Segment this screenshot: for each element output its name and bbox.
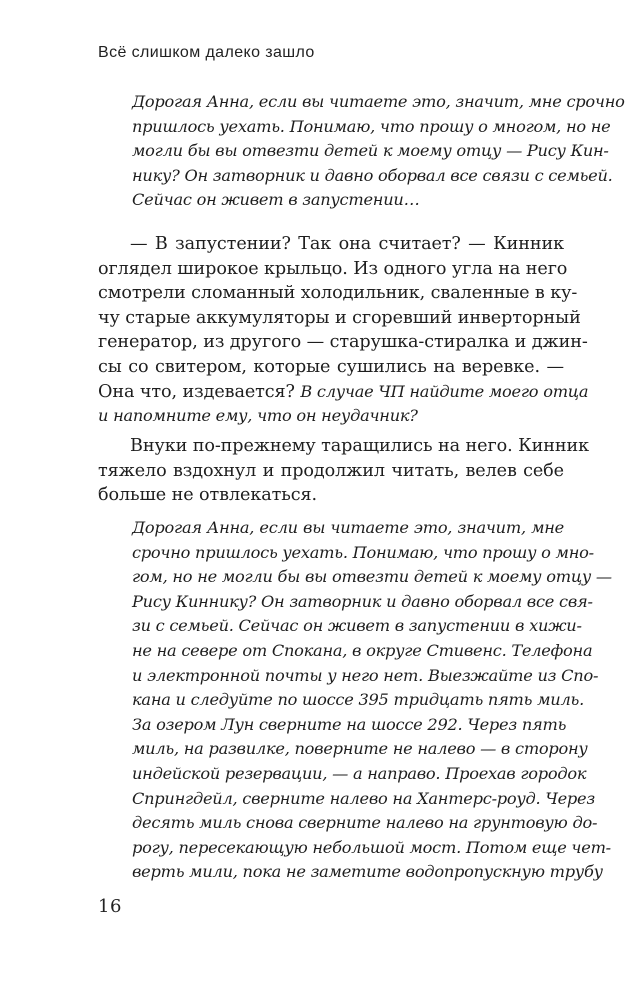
- text-line: пришлось уехать. Понимаю, что прошу о многом, но не: [132, 116, 611, 136]
- text-line: гом, но не могли бы вы отвезти детей к моему отцу —: [132, 567, 612, 587]
- text-line: миль, на развилке, поверните не налево — в сторону: [132, 739, 588, 759]
- letter-excerpt: [132, 90, 625, 213]
- text-line: Дорогая Анна, если вы читаете это, значит, мне: [132, 518, 564, 537]
- text-line: Сейчас он живет в запустении…: [132, 190, 420, 210]
- text-line: и электронной почты у него нет. Выезжайте из Спо-: [132, 665, 599, 685]
- text-line: — В запустении? Так она считает? — Кинник: [130, 234, 564, 254]
- running-head: Всё слишком далеко зашло: [98, 44, 315, 61]
- text-line: десять миль снова сверните налево на грунтовую до-: [132, 813, 598, 833]
- text-line: не на севере от Спокана, в округе Стивенс. Телефона: [132, 640, 593, 660]
- text-line: Внуки по-прежнему таращились на него. Кинник: [130, 436, 589, 456]
- text-line: [98, 404, 564, 429]
- text-line: чу старые аккумуляторы и сгоревший инверторный: [98, 307, 581, 328]
- narrative-paragraph-1: [98, 232, 589, 429]
- text-line: Рису Киннику? Он затворник и давно оборвал все свя-: [132, 591, 593, 611]
- italic-quote: и напомните ему, что он неудачник?: [98, 406, 418, 426]
- text-line: сы со свитером, которые сушились на веревке. —: [98, 356, 564, 377]
- text-line: Спрингдейл, сверните налево на Хантерс-роуд. Через: [132, 788, 595, 808]
- letter-full: [132, 516, 612, 885]
- text-line: нику? Он затворник и давно оборвал все связи с семьей.: [132, 165, 613, 185]
- text-line: рогу, пересекающую небольшой мост. Потом еще чет-: [132, 837, 611, 857]
- text-line: Она что, издевается? В случае ЧП найдите моего отца: [98, 381, 589, 402]
- narrative-paragraph-2: [98, 434, 589, 508]
- page-number: 16: [98, 896, 122, 917]
- text-line: оглядел широкое крыльцо. Из одного угла на него: [98, 258, 568, 279]
- text-line: срочно пришлось уехать. Понимаю, что прошу о мно-: [132, 542, 594, 562]
- text-line: Дорогая Анна, если вы читаете это, значит, мне срочно: [132, 92, 625, 111]
- text-line: генератор, из другого — старушка-стиралка и джин-: [98, 332, 588, 353]
- text-line: кана и следуйте по шоссе 395 тридцать пять миль.: [132, 690, 584, 710]
- text-line: могли бы вы отвезти детей к моему отцу — Рису Кин-: [132, 141, 609, 161]
- text-line: тяжело вздохнул и продолжил читать, велев себе: [98, 460, 564, 481]
- text-line: смотрели сломанный холодильник, сваленные в ку-: [98, 283, 578, 304]
- text-line: больше не отвлекаться.: [98, 485, 317, 506]
- text-line: индейской резервации, — а направо. Проехав городок: [132, 763, 587, 783]
- text-line: зи с семьей. Сейчас он живет в запустении в хижи-: [132, 616, 582, 636]
- text-line: верть мили, пока не заметите водопропускную трубу: [132, 862, 603, 882]
- text-line: За озером Лун сверните на шоссе 292. Через пять: [132, 714, 567, 734]
- italic-quote: В случае ЧП найдите моего отца: [300, 381, 589, 401]
